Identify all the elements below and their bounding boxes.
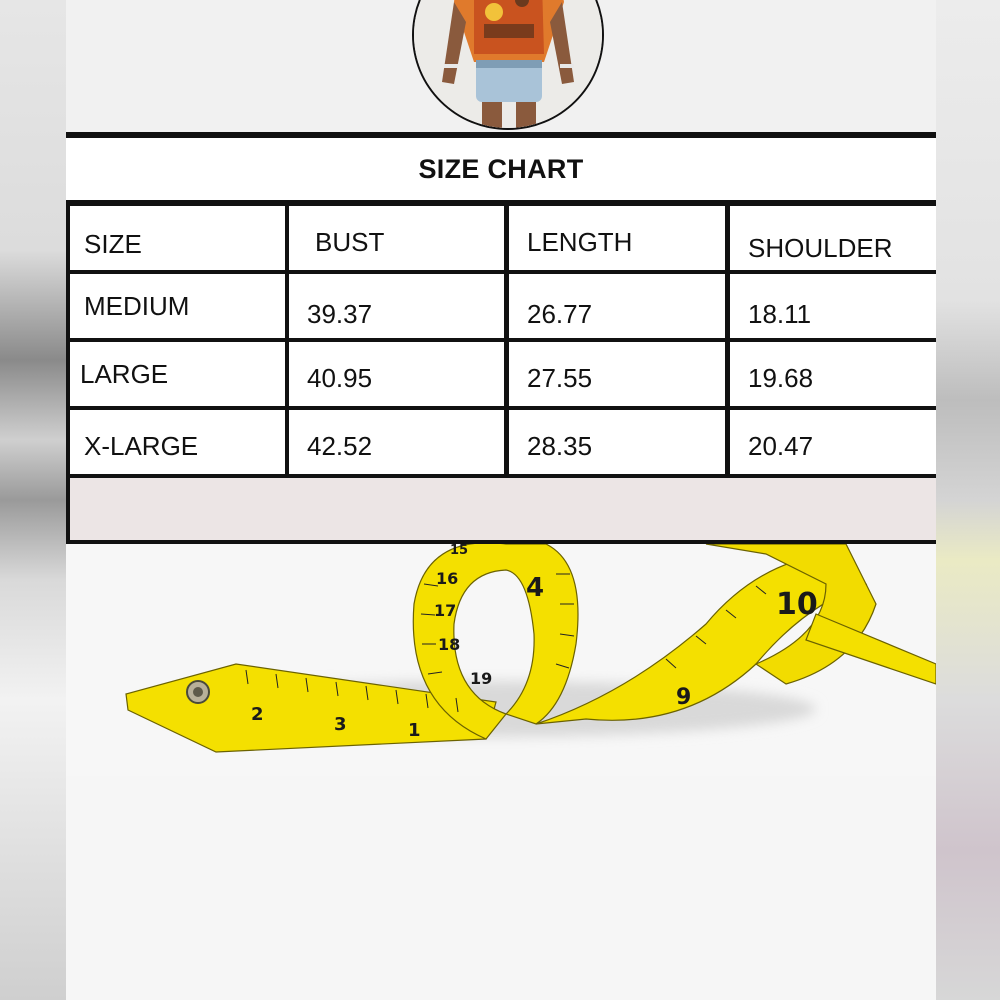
table-row-size: MEDIUM [70,274,285,338]
table-row-size: X-LARGE [70,410,285,474]
size-chart-card [66,0,936,1000]
table-row-length: 27.55 [509,342,725,406]
table-row-length: 26.77 [509,274,725,338]
table-row-shoulder: 18.11 [730,274,936,338]
header-length: LENGTH [509,206,725,270]
header-bust: BUST [289,206,504,270]
blurred-background-left [0,0,66,1000]
table-row-size: LARGE [70,342,285,406]
tape-number: 15 [450,544,469,558]
header-shoulder: SHOULDER [730,206,936,270]
tape-number: 9 [676,685,692,710]
blurred-background-right [936,0,1000,1000]
tape-number: 19 [470,669,493,688]
tape-number: 3 [334,714,347,735]
table-row-shoulder: 19.68 [730,342,936,406]
table-row-bust: 39.37 [289,274,504,338]
table-blank-row [70,478,936,540]
tape-number: 4 [526,573,545,603]
tape-number: 17 [434,601,457,620]
tape-number: 16 [436,569,459,588]
tape-number: 2 [251,704,264,725]
chart-title: SIZE CHART [418,154,584,184]
tape-number: 18 [438,635,461,654]
tape-measure-icon [66,544,936,776]
tape-measure-image [66,544,936,776]
tape-number: 1 [408,720,421,741]
table-row-bust: 42.52 [289,410,504,474]
table-row-shoulder: 20.47 [730,410,936,474]
blank-area [66,776,936,1000]
tape-number: 10 [776,587,818,622]
size-table [66,202,936,544]
table-row-length: 28.35 [509,410,725,474]
table-row-bust: 40.95 [289,342,504,406]
header-size: SIZE [70,206,285,270]
